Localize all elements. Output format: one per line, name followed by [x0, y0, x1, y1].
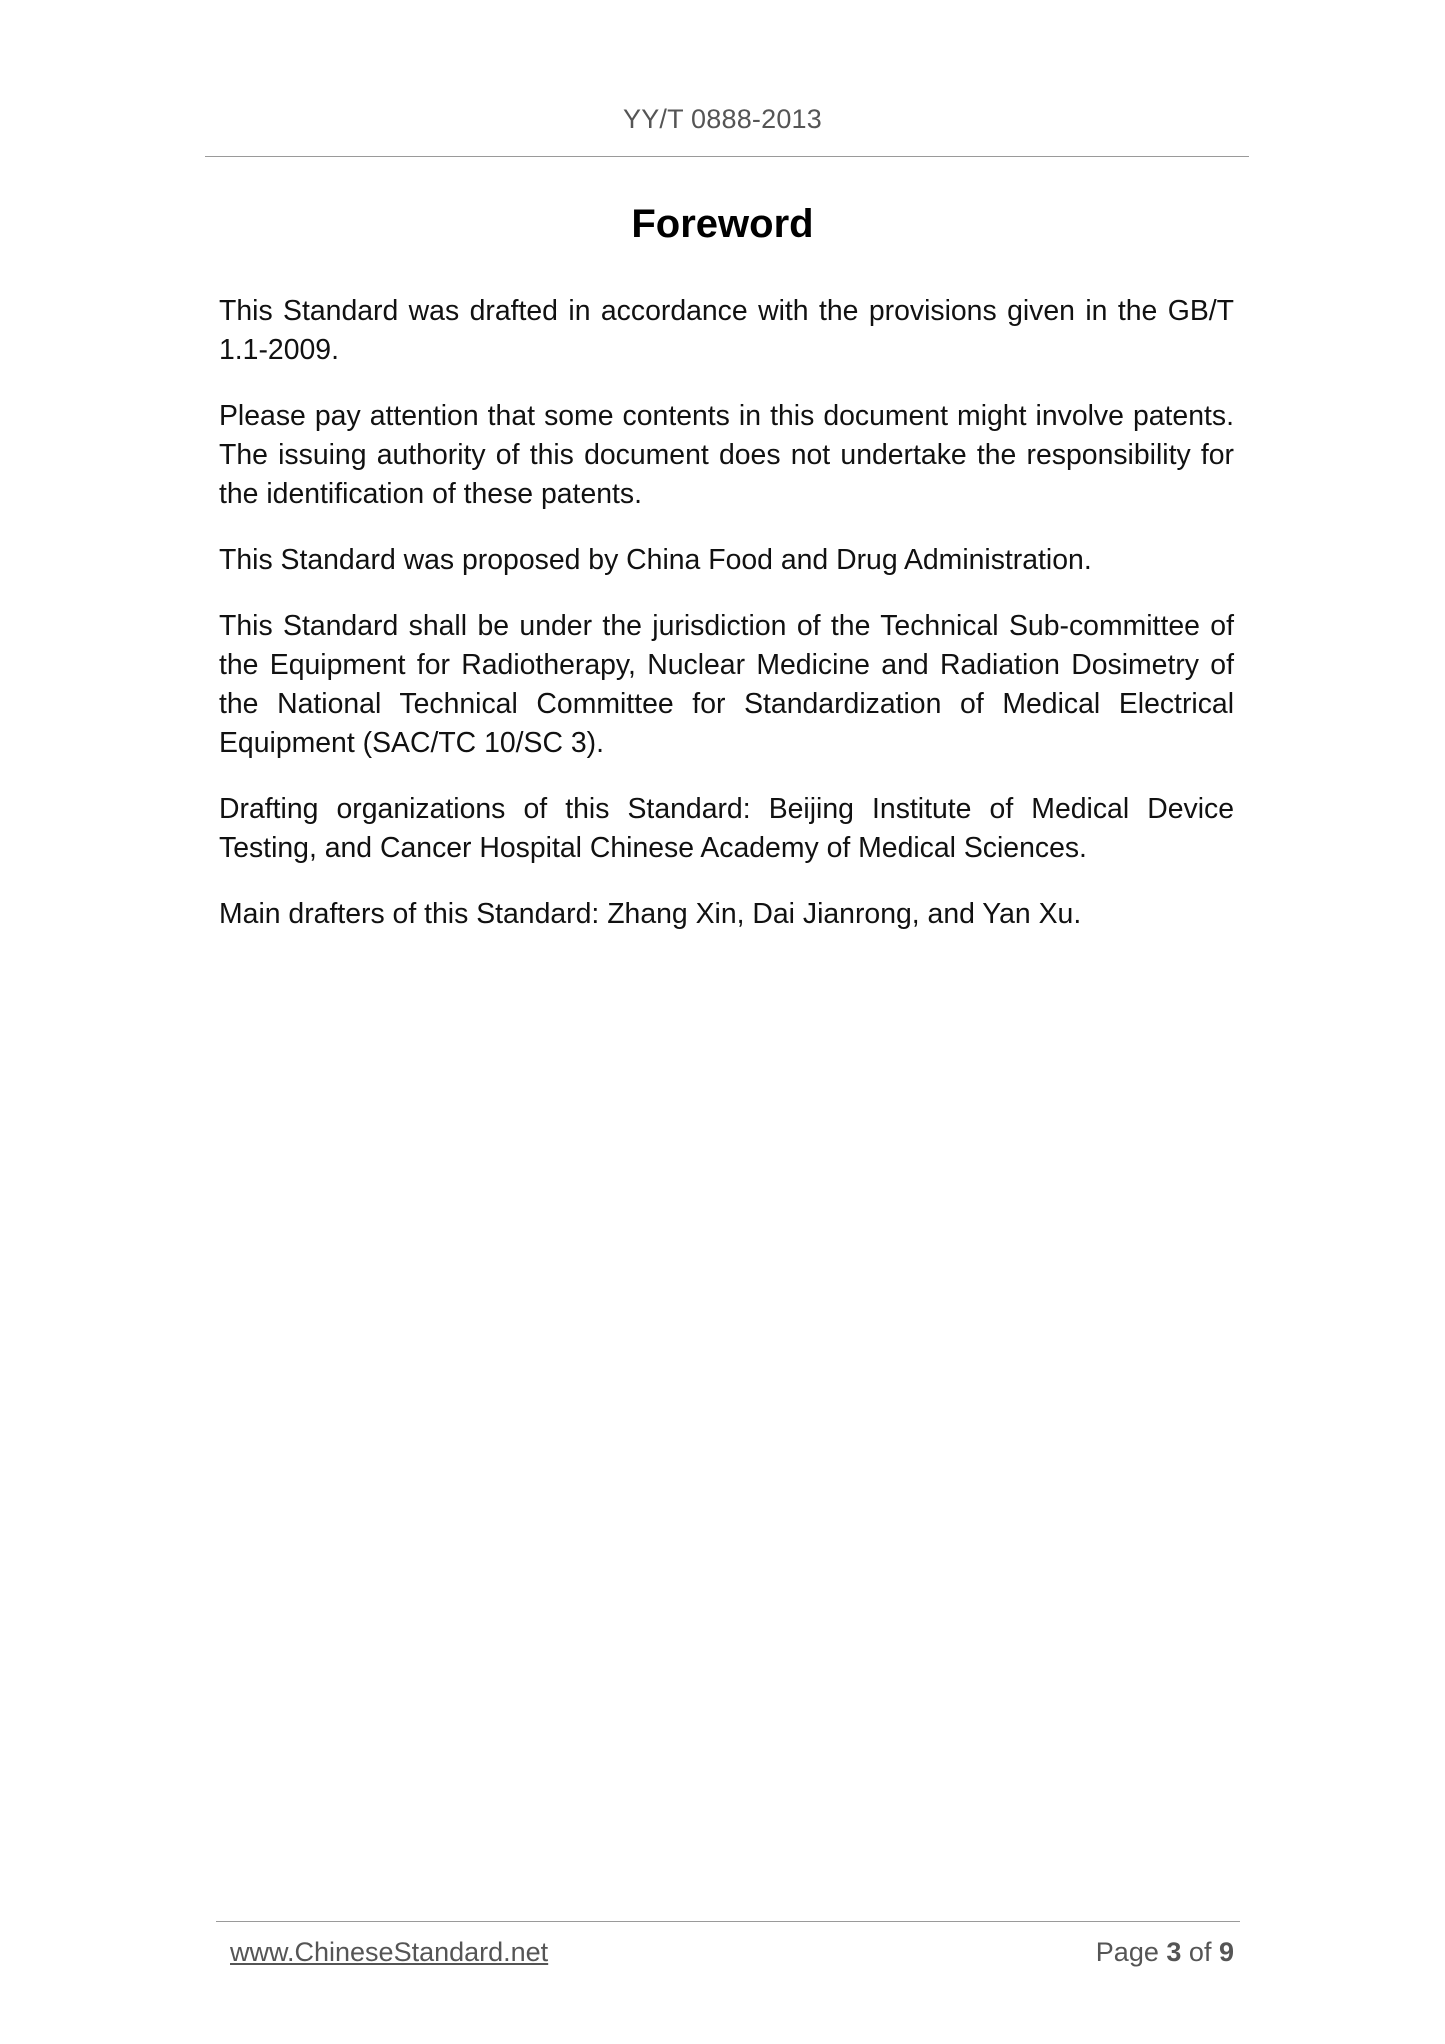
header-standard-code: YY/T 0888-2013	[623, 104, 822, 134]
paragraph-drafting-provisions: This Standard was drafted in accordance with the provisions given in the GB/T 1.1-2009.	[219, 295, 1234, 366]
paragraph-patents-notice: Please pay attention that some contents in this document might involve patents. The issuing authority of this document does not undertake the responsibility for the identification of these patents.	[219, 400, 1234, 510]
page-prefix: Page	[1095, 1937, 1159, 1967]
paragraph-drafting-organizations: Drafting organizations of this Standard: Beijing Institute of Medical Device Testing, and Cancer Hospital Chinese Academy of Medical Sciences.	[219, 793, 1234, 864]
total-pages: 9	[1218, 1937, 1234, 1967]
paragraph-main-drafters: Main drafters of this Standard: Zhang Xin, Dai Jianrong, and Yan Xu.	[219, 898, 1082, 930]
footer-page-number	[1096, 1937, 1234, 1968]
footer-website-link[interactable]: www.ChineseStandard.net	[230, 1937, 549, 1967]
footer-divider	[216, 1921, 1240, 1922]
foreword-body	[219, 292, 1234, 961]
header-divider	[205, 156, 1249, 157]
page-title: Foreword	[631, 202, 814, 246]
current-page: 3	[1166, 1937, 1182, 1967]
paragraph-proposed-by: This Standard was proposed by China Food and Drug Administration.	[219, 544, 1092, 576]
paragraph-jurisdiction: This Standard shall be under the jurisdiction of the Technical Sub-committee of the Equipment for Radiotherapy, Nuclear Medicine and Radiation Dosimetry of the National Technical Committee for Standardization of Medical Electrical Equipment (SAC/TC 10/SC 3).	[219, 610, 1234, 759]
page-separator: of	[1188, 1937, 1212, 1967]
